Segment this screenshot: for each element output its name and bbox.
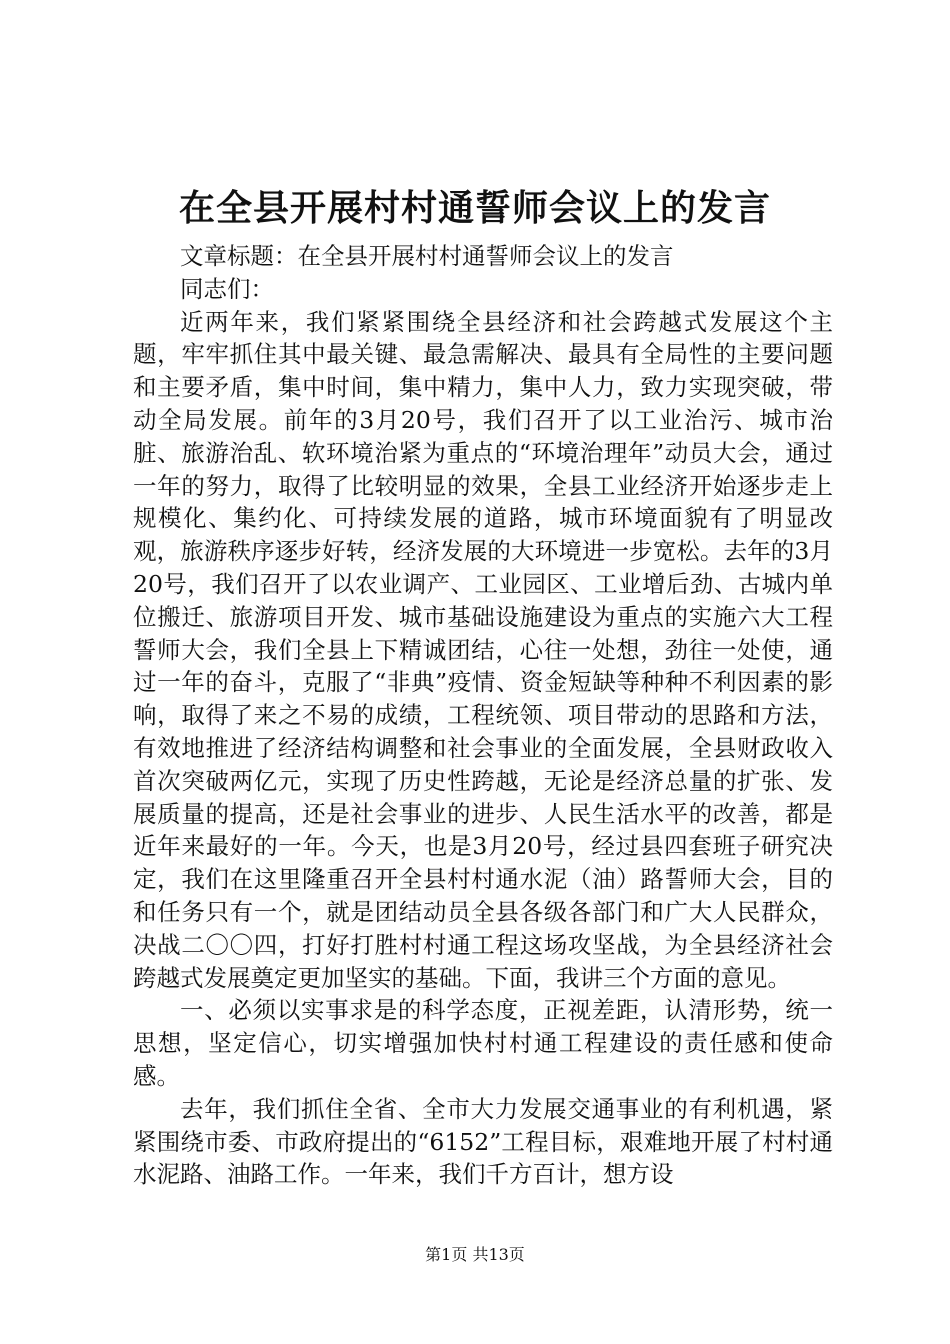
page-footer: 第1页 共13页	[425, 1245, 525, 1264]
document-title: 在全县开展村村通誓师会议上的发言	[178, 188, 771, 229]
body-paragraph: 近两年来，我们紧紧围绕全县经济和社会跨越式发展这个主题，牢牢抓住其中最关键、最急需解决、最具有全局性的主要问题和主要矛盾，集中时间，集中精力，集中人力，致力实现突破，带动全局发展。前年的3月20号，我们召开了以工业治污、城市治脏、旅游治乱、软环境治紧为重点的“环境治理年”动员大会，通过一年的努力，取得了比较明显的效果，全县工业经济开始逐步走上规模化、集约化、可持续发展的道路，城市环境面貌有了明显改观，旅游秩序逐步好转，经济发展的大环境进一步宽松。去年的3月20号，我们召开了以农业调产、工业园区、工业增后劲、古城内单位搬迁、旅游项目开发、城市基础设施建设为重点的实施六大工程誓师大会，我们全县上下精诚团结，心往一处想，劲往一处使，通过一年的奋斗，克服了“非典”疫情、资金短缺等种种不利因素的影响，取得了来之不易的成绩，工程统领、项目带动的思路和方法，有效地推进了经济结构调整和社会事业的全面发展，全县财政收入首次突破两亿元，实现了历史性跨越，无论是经济总量的扩张、发展质量的提高，还是社会事业的进步、人民生活水平的改善，都是近年来最好的一年。今天，也是3月20号，经过县四套班子研究决定，我们在这里隆重召开全县村村通水泥（油）路誓师大会，目的和任务只有一个，就是团结动员全县各级各部门和广大人民群众，决战二〇〇四，打好打胜村村通工程这场攻坚战，为全县经济社会跨越式发展奠定更加坚实的基础。下面，我讲三个方面的意见。	[133, 307, 833, 992]
salutation: 同志们：	[180, 274, 274, 303]
article-title-line: 文章标题：在全县开展村村通誓师会议上的发言	[180, 242, 674, 270]
document-body	[133, 240, 833, 1191]
body-paragraph: 去年，我们抓住全省、全市大力发展交通事业的有利机遇，紧紧围绕市委、市政府提出的“6152”工程目标，艰难地开展了村村通水泥路、油路工作。一年来，我们千方百计，想方设	[133, 1094, 833, 1189]
section-heading: 一、必须以实事求是的科学态度，正视差距，认清形势，统一思想，坚定信心，切实增强加快村村通工程建设的责任感和使命感。	[133, 996, 833, 1090]
